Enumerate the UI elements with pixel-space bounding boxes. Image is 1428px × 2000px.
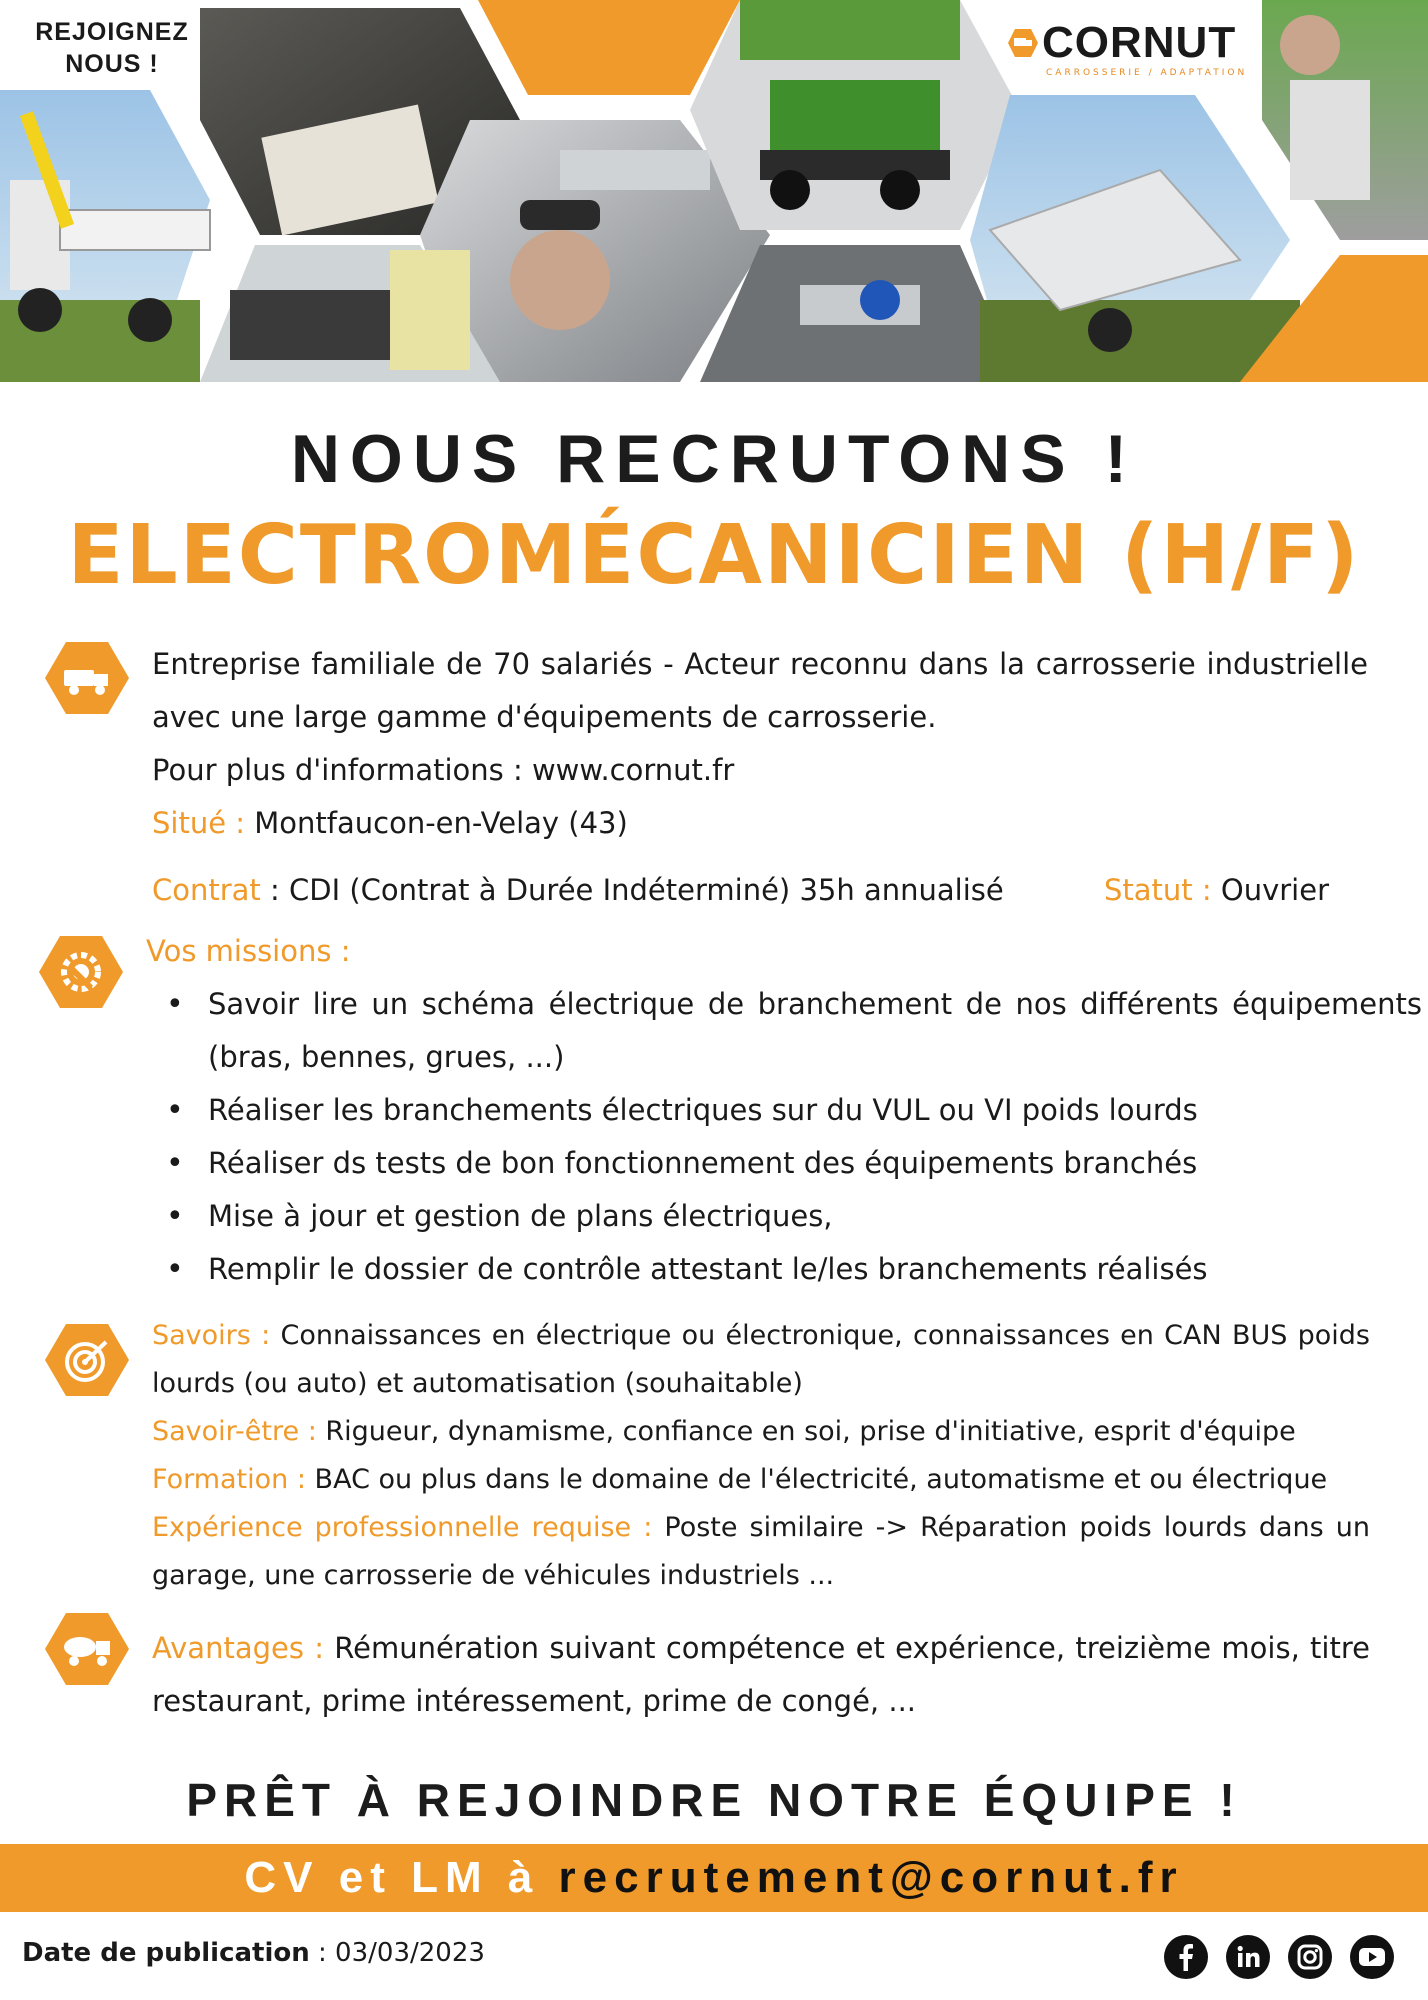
brand-name: CORNUT	[1042, 18, 1237, 67]
company-info-line: Pour plus d'informations : www.cornut.fr	[152, 753, 735, 787]
publication-date	[22, 1938, 485, 1968]
truck-icon	[44, 640, 130, 716]
company-description: Entreprise familiale de 70 salariés - Acteur reconnu dans la carrosserie industrielle avec une large gamme d'équipements de carrosserie.	[152, 647, 1368, 734]
formation-line	[152, 1456, 1370, 1504]
experience-label: Expérience professionnelle requise :	[152, 1512, 653, 1543]
experience-line	[152, 1504, 1370, 1600]
list-item: • Réaliser ds tests de bon fonctionnement des équipements branchés	[208, 1137, 1422, 1190]
missions-list	[150, 978, 1422, 1296]
list-item: • Mise à jour et gestion de plans électriques,	[208, 1190, 1422, 1243]
header-photo-collage	[0, 0, 1428, 382]
benefits-line	[152, 1622, 1370, 1728]
page-title: NOUS RECRUTONS !	[290, 421, 1138, 497]
savoirs-label: Savoirs :	[152, 1320, 271, 1351]
location-label: Situé :	[152, 806, 246, 840]
status-value: Ouvrier	[1211, 873, 1330, 907]
apply-band	[0, 1844, 1428, 1912]
formation-label: Formation :	[152, 1464, 306, 1495]
target-icon	[44, 1322, 130, 1398]
publication-label: Date de publication	[22, 1938, 310, 1968]
join-us-label	[22, 16, 202, 80]
list-item: • Remplir le dossier de contrôle attestant le/les branchements réalisés	[208, 1243, 1422, 1296]
benefits-value: Rémunération suivant compétence et expérience, treizième mois, titre restaurant, prime intéressement, prime de congé, ...	[152, 1631, 1370, 1718]
join-line-1: REJOIGNEZ	[35, 18, 189, 46]
savoirs-line	[152, 1312, 1370, 1408]
contract-label: Contrat	[152, 873, 261, 907]
youtube-icon[interactable]	[1350, 1935, 1394, 1979]
linkedin-icon[interactable]	[1226, 1935, 1270, 1979]
status-line	[1104, 864, 1364, 917]
apply-email-link[interactable]: recrutement@cornut.fr	[558, 1853, 1184, 1902]
savoir-etre-label: Savoir-être :	[152, 1416, 317, 1447]
location-value: Montfaucon-en-Velay (43)	[245, 806, 628, 840]
status-label: Statut :	[1104, 873, 1212, 907]
logo-truck-icon	[1008, 28, 1038, 58]
benefits-label: Avantages :	[152, 1631, 324, 1665]
contract-line	[152, 864, 1052, 917]
savoir-etre-line	[152, 1408, 1370, 1456]
list-item: • Réaliser les branchements électriques sur du VUL ou VI poids lourds	[208, 1084, 1422, 1137]
cement-truck-icon	[44, 1611, 130, 1687]
gear-wrench-icon	[38, 934, 124, 1010]
apply-text	[0, 1844, 1428, 1912]
savoirs-value: Connaissances en électrique ou électronique, connaissances en CAN BUS poids lourds (ou auto) et automatisation (souhaitable)	[152, 1320, 1371, 1399]
experience-value: Poste similaire -> Réparation poids lourds dans un garage, une carrosserie de véhicules industriels ...	[152, 1512, 1370, 1591]
missions-heading: Vos missions :	[146, 934, 351, 968]
company-location	[152, 797, 1368, 850]
brand-tagline: CARROSSERIE / ADAPTATION	[1046, 68, 1248, 78]
instagram-icon[interactable]	[1288, 1935, 1332, 1979]
cornut-logo	[1008, 18, 1248, 82]
publication-value: : 03/03/2023	[309, 1938, 485, 1968]
apply-prefix: CV et LM à	[244, 1853, 559, 1902]
formation-value: BAC ou plus dans le domaine de l'électricité, automatisme et ou électrique	[305, 1464, 1328, 1495]
savoir-etre-value: Rigueur, dynamisme, confiance en soi, prise d'initiative, esprit d'équipe	[316, 1416, 1296, 1447]
contract-value: : CDI (Contrat à Durée Indéterminé) 35h annualisé	[260, 873, 1004, 907]
call-to-action: PRÊT À REJOINDRE NOTRE ÉQUIPE !	[186, 1774, 1242, 1826]
join-line-2: NOUS !	[65, 50, 159, 78]
list-item: • Savoir lire un schéma électrique de branchement de nos différents équipements (bras, bennes, grues, ...)	[208, 978, 1422, 1084]
job-title: ELECTROMÉCANICIEN (H/F)	[67, 508, 1361, 603]
facebook-icon[interactable]	[1164, 1935, 1208, 1979]
